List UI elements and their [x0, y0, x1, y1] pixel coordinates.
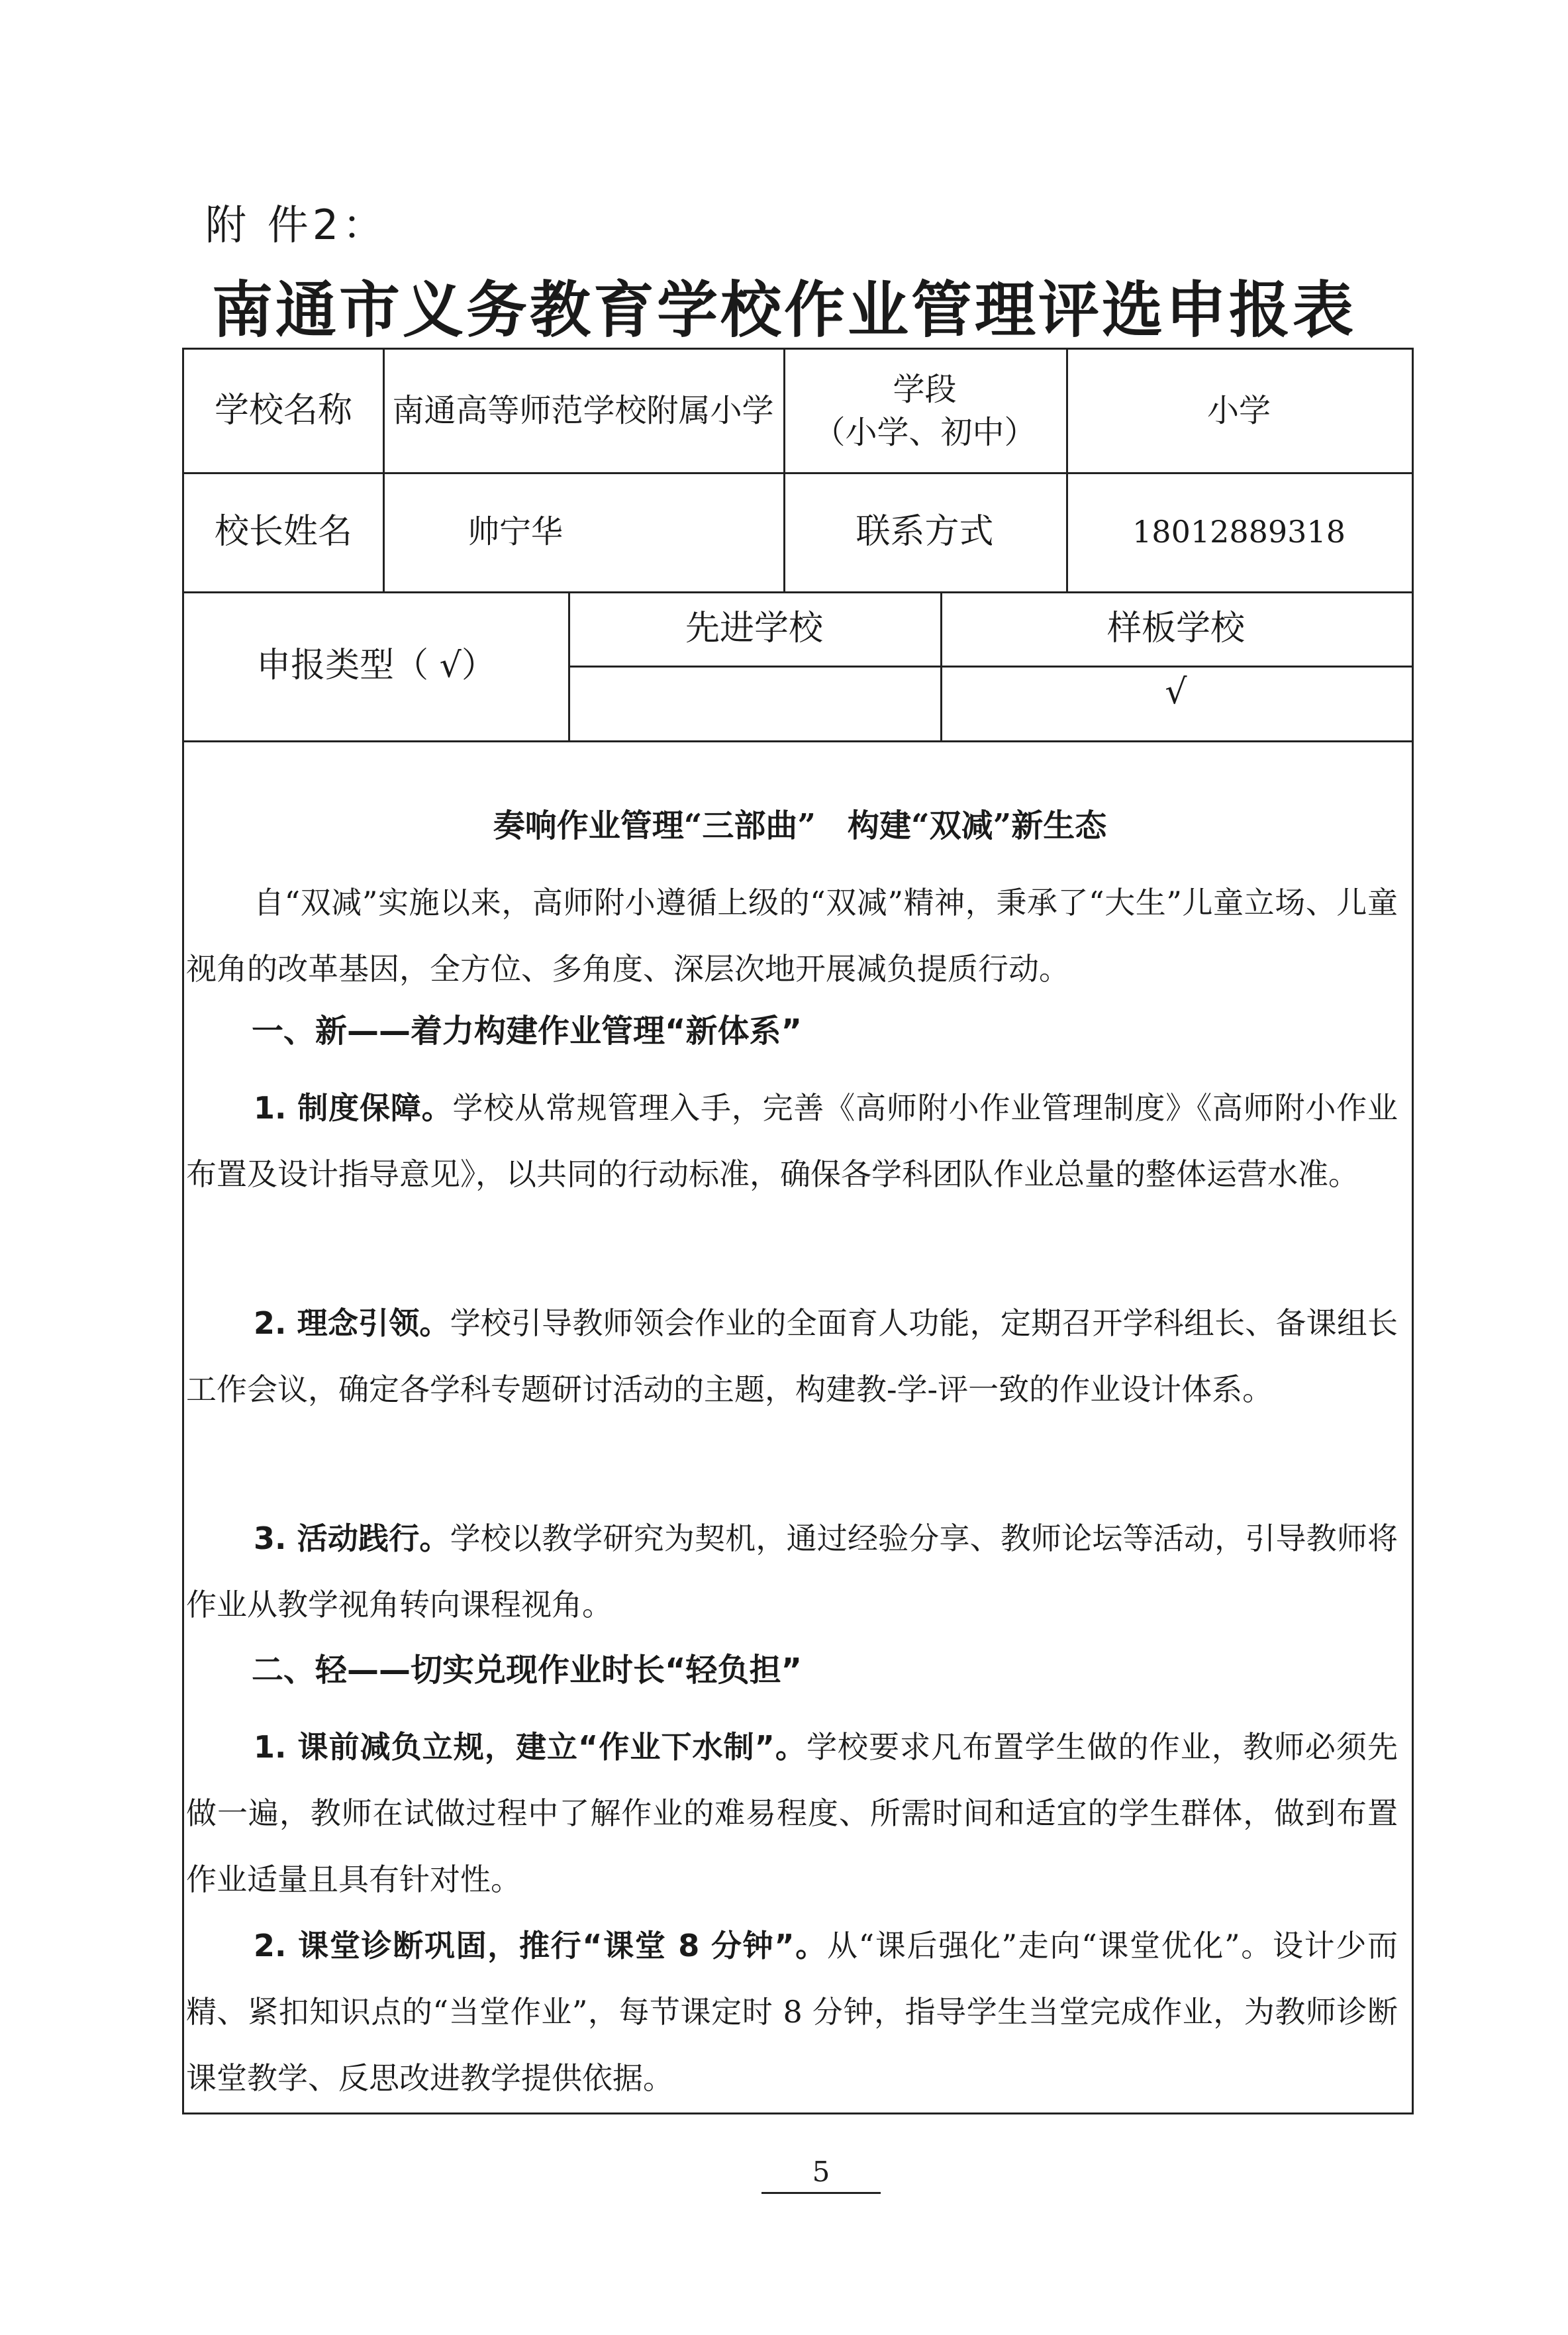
- advanced-school-label: 先进学校: [685, 608, 823, 648]
- item-lead: 2. 课堂诊断巩固，推行“课堂 8 分钟”。: [254, 1928, 827, 1963]
- contact-label: 联系方式: [856, 511, 994, 552]
- model-school-label: 样板学校: [1106, 608, 1245, 648]
- section-1-item-3: [184, 1505, 1398, 1638]
- application-form: [182, 348, 1414, 2114]
- school-name-value: 南通高等师范学校附属小学: [392, 392, 774, 430]
- section-1-heading: 一、新——着力构建作业管理“新体系”: [252, 1013, 803, 1050]
- section-1-item-1: [184, 1075, 1398, 1207]
- section-2-item-2: [184, 1913, 1398, 2111]
- page-number-underline: [761, 2192, 881, 2194]
- row-divider: [184, 740, 1412, 742]
- stage-label: [783, 350, 1066, 472]
- advanced-school-mark: [568, 666, 940, 740]
- school-name-label: 学校名称: [214, 391, 352, 431]
- item-body: 学校从常规管理入手，完善《高师附小作业管理制度》《高师附小作业布置及设计指导意见》，以共同的行动标准，确保各学科团队作业总量的整体运营水准。: [186, 1090, 1398, 1192]
- principal-label: 校长姓名: [214, 511, 352, 552]
- principal-value: 帅宁华: [467, 513, 563, 550]
- attachment-label: 附 件2：: [205, 201, 388, 249]
- document-title: 南通市义务教育学校作业管理评选申报表: [211, 275, 1356, 346]
- contact-value: 18012889318: [1132, 513, 1346, 550]
- item-lead: 2. 理念引领。: [254, 1305, 450, 1341]
- item-body: 学校以教学研究为契机，通过经验分享、教师论坛等活动，引导教师将作业从教学视角转向课程视角。: [186, 1520, 1398, 1622]
- section-1-item-2: [184, 1290, 1398, 1422]
- item-body: 学校引导教师领会作业的全面育人功能，定期召开学科组长、备课组长工作会议，确定各学科专题研讨活动的主题，构建教-学-评一致的作业设计体系。: [186, 1305, 1398, 1407]
- item-lead: 3. 活动践行。: [254, 1520, 450, 1556]
- item-lead: 1. 课前减负立规，建立“作业下水制”。: [254, 1729, 807, 1765]
- model-school-mark: √: [1165, 671, 1187, 712]
- page-number: 5: [812, 2156, 830, 2188]
- stage-label-line2: （小学、初中）: [813, 413, 1036, 451]
- section-2-heading: 二、轻——切实兑现作业时长“轻负担”: [252, 1652, 803, 1689]
- essay-title: 奏响作业管理“三部曲” 构建“双减”新生态: [493, 807, 1107, 844]
- section-2-item-1: [184, 1714, 1398, 1913]
- item-lead: 1. 制度保障。: [254, 1090, 453, 1126]
- intro-paragraph: 自“双减”实施以来，高师附小遵循上级的“双减”精神，秉承了“大生”儿童立场、儿童视角的改革基因，全方位、多角度、深层次地开展减负提质行动。: [186, 885, 1398, 987]
- item-body: 学校要求凡布置学生做的作业，教师必须先做一遍，教师在试做过程中了解作业的难易程度、所需时间和适宜的学生群体，做到布置作业适量且具有针对性。: [186, 1729, 1398, 1897]
- item-body: 从“课后强化”走向“课堂优化”。设计少而精、紧扣知识点的“当堂作业”，每节课定时 8 分钟，指导学生当堂完成作业，为教师诊断课堂教学、反思改进教学提供依据。: [186, 1928, 1398, 2096]
- stage-value: 小学: [1206, 392, 1271, 430]
- stage-label-line1: 学段: [893, 370, 957, 408]
- report-type-label: 申报类型（ √）: [256, 646, 496, 686]
